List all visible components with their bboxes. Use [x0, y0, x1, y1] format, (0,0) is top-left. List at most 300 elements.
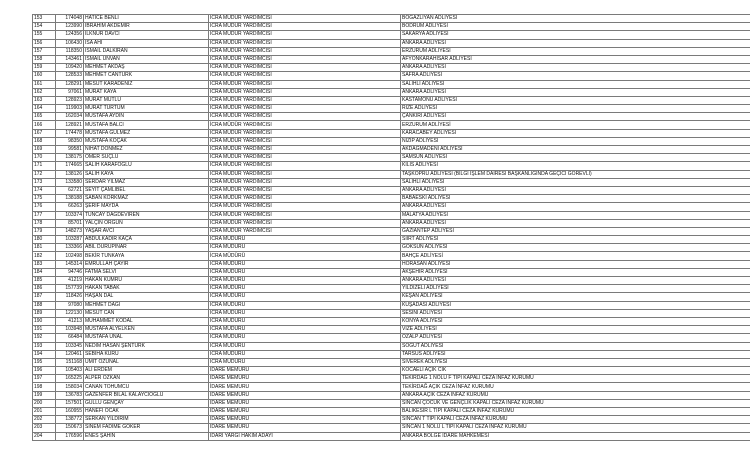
registry-number-cell: 174478: [56, 129, 84, 137]
name-cell: ÜMİT ÖZUNAL: [84, 358, 209, 366]
title-cell: İCRA MÜDÜR YARDIMCISI: [209, 178, 401, 186]
title-cell: İCRA MÜDÜR YARDIMCISI: [209, 227, 401, 235]
name-cell: MUSTAFA GÜLMEZ: [84, 129, 209, 137]
name-cell: BEKİR TUNKAYA: [84, 252, 209, 260]
row-number-cell: 172: [33, 170, 56, 178]
title-cell: İDARE MEMURU: [209, 375, 401, 383]
table-row: [33, 399, 750, 407]
institution-cell: KİLİS ADLİYESİ: [401, 162, 750, 170]
row-number-cell: 177: [33, 211, 56, 219]
title-cell: İDARE MEMURU: [209, 416, 401, 424]
title-cell: İCRA MÜDÜR YARDIMCISI: [209, 121, 401, 129]
row-number-cell: 165: [33, 113, 56, 121]
institution-cell: MALATYA ADLİYESİ: [401, 211, 750, 219]
registry-number-cell: 138175: [56, 154, 84, 162]
registry-number-cell: 97061: [56, 88, 84, 96]
title-cell: İCRA MÜDÜR YARDIMCISI: [209, 39, 401, 47]
title-cell: İCRA MÜDÜRÜ: [209, 277, 401, 285]
institution-cell: ANKARA ADLİYESİ: [401, 219, 750, 227]
registry-number-cell: 174048: [56, 15, 84, 23]
registry-number-cell: 98350: [56, 137, 84, 145]
title-cell: İCRA MÜDÜR YARDIMCISI: [209, 154, 401, 162]
title-cell: İDARE MEMURU: [209, 391, 401, 399]
institution-cell: BOĞAZLIYAN ADLİYESİ: [401, 15, 750, 23]
table-row: [33, 260, 750, 268]
registry-number-cell: 128291: [56, 80, 84, 88]
row-number-cell: 176: [33, 203, 56, 211]
name-cell: ALİ ERDEM: [84, 367, 209, 375]
registry-number-cell: 174665: [56, 162, 84, 170]
registry-number-cell: 99581: [56, 146, 84, 154]
registry-number-cell: 62721: [56, 186, 84, 194]
row-number-cell: 194: [33, 350, 56, 358]
row-number-cell: 180: [33, 236, 56, 244]
registry-number-cell: 157501: [56, 399, 84, 407]
name-cell: SERDAR YILMAZ: [84, 178, 209, 186]
registry-number-cell: 103948: [56, 326, 84, 334]
institution-cell: SOĞUT ADLİYESİ: [401, 342, 750, 350]
table-row: [33, 178, 750, 186]
registry-number-cell: 157739: [56, 285, 84, 293]
table-row: [33, 309, 750, 317]
name-cell: ALPER ÖZKAN: [84, 375, 209, 383]
registry-number-cell: 102498: [56, 252, 84, 260]
title-cell: İCRA MÜDÜR YARDIMCISI: [209, 23, 401, 31]
registry-number-cell: 143461: [56, 55, 84, 63]
name-cell: HAŞAN DAL: [84, 293, 209, 301]
registry-number-cell: 162034: [56, 113, 84, 121]
registry-number-cell: 103345: [56, 342, 84, 350]
registry-number-cell: 124356: [56, 31, 84, 39]
row-number-cell: 178: [33, 219, 56, 227]
name-cell: MEHMET AKDAŞ: [84, 64, 209, 72]
name-cell: SİNEM FADİME GÖKER: [84, 424, 209, 432]
registry-number-cell: 118350: [56, 47, 84, 55]
institution-cell: BALIKESİR L TİPİ KAPALI CEZA İNFAZ KURUMU: [401, 408, 750, 416]
title-cell: İCRA MÜDÜR YARDIMCISI: [209, 146, 401, 154]
name-cell: ABİL DURUPINAR: [84, 244, 209, 252]
title-cell: İCRA MÜDÜR YARDIMCISI: [209, 31, 401, 39]
title-cell: İCRA MÜDÜR YARDIMCISI: [209, 72, 401, 80]
title-cell: İCRA MÜDÜR YARDIMCISI: [209, 162, 401, 170]
registry-number-cell: 138188: [56, 195, 84, 203]
row-number-cell: 189: [33, 309, 56, 317]
table-row: [33, 64, 750, 72]
institution-cell: ANKARA ADLİYESİ: [401, 186, 750, 194]
title-cell: İCRA MÜDÜR YARDIMCISI: [209, 219, 401, 227]
table-body: [33, 15, 750, 441]
row-number-cell: 191: [33, 326, 56, 334]
institution-cell: ÇANKIRI ADLİYESİ: [401, 113, 750, 121]
institution-cell: SİİRT ADLİYESİ: [401, 236, 750, 244]
name-cell: SABAN KORKMAZ: [84, 195, 209, 203]
institution-cell: SALİHLİ ADLİYESİ: [401, 80, 750, 88]
title-cell: İDARE MEMURU: [209, 424, 401, 432]
table-row: [33, 96, 750, 104]
name-cell: MURAT KAYA: [84, 88, 209, 96]
row-number-cell: 157: [33, 47, 56, 55]
row-number-cell: 166: [33, 121, 56, 129]
table-row: [33, 342, 750, 350]
row-number-cell: 193: [33, 342, 56, 350]
name-cell: GAZENFER BİLAL KALAYCIOĞLU: [84, 391, 209, 399]
name-cell: GÜLLÜ GENÇAY: [84, 399, 209, 407]
institution-cell: SAMSUN ADLİYESİ: [401, 154, 750, 162]
row-number-cell: 188: [33, 301, 56, 309]
registry-number-cell: 103287: [56, 236, 84, 244]
name-cell: MURAT MUTLU: [84, 96, 209, 104]
table-row: [33, 375, 750, 383]
table-row: [33, 121, 750, 129]
institution-cell: GÖKSUN ADLİYESİ: [401, 244, 750, 252]
institution-cell: NİZİP ADLİYESİ: [401, 137, 750, 145]
name-cell: MEHMET CANTÜRK: [84, 72, 209, 80]
table-row: [33, 408, 750, 416]
title-cell: İCRA MÜDÜRÜ: [209, 326, 401, 334]
row-number-cell: 203: [33, 424, 56, 432]
row-number-cell: 171: [33, 162, 56, 170]
title-cell: İCRA MÜDÜRÜ: [209, 350, 401, 358]
table-row: [33, 186, 750, 194]
registry-number-cell: 128533: [56, 72, 84, 80]
name-cell: HATİCE BENLİ: [84, 15, 209, 23]
name-cell: CANAN TOHUMCU: [84, 383, 209, 391]
name-cell: ŞERİF MAYDA: [84, 203, 209, 211]
name-cell: İLKNUR DAVCI: [84, 31, 209, 39]
table-row: [33, 72, 750, 80]
institution-cell: KUŞADASI ADLİYESİ: [401, 301, 750, 309]
name-cell: İSMAİL UNVAN: [84, 55, 209, 63]
row-number-cell: 154: [33, 23, 56, 31]
title-cell: İCRA MÜDÜRÜ: [209, 358, 401, 366]
row-number-cell: 195: [33, 358, 56, 366]
table-row: [33, 301, 750, 309]
row-number-cell: 167: [33, 129, 56, 137]
name-cell: HAKAN TABAK: [84, 285, 209, 293]
institution-cell: ANKARA ADLİYESİ: [401, 88, 750, 96]
registry-number-cell: 133580: [56, 178, 84, 186]
institution-cell: ANKARA ADLİYESİ: [401, 39, 750, 47]
table-row: [33, 317, 750, 325]
registry-number-cell: 148273: [56, 227, 84, 235]
row-number-cell: 200: [33, 399, 56, 407]
table-row: [33, 31, 750, 39]
registry-number-cell: 118426: [56, 293, 84, 301]
title-cell: İDARE MEMURU: [209, 367, 401, 375]
institution-cell: ANKARA ADLİYESİ: [401, 203, 750, 211]
institution-cell: SESİNİ ADLİYESİ: [401, 309, 750, 317]
row-number-cell: 161: [33, 80, 56, 88]
institution-cell: SAFRA ADLİYESİ: [401, 72, 750, 80]
registry-number-cell: 151168: [56, 358, 84, 366]
table-row: [33, 268, 750, 276]
table-row: [33, 15, 750, 23]
institution-cell: TAŞKÖPRÜ ADLİYESİ (BİLGİ İŞLEM DAİRESİ BAŞKANLIĞINDA GEÇİCİ GÖREVLİ): [401, 170, 750, 178]
title-cell: İCRA MÜDÜRÜ: [209, 244, 401, 252]
title-cell: İCRA MÜDÜR YARDIMCISI: [209, 96, 401, 104]
table-row: [33, 227, 750, 235]
institution-cell: KASTAMONU ADLİYESİ: [401, 96, 750, 104]
table-row: [33, 424, 750, 432]
table-row: [33, 39, 750, 47]
row-number-cell: 153: [33, 15, 56, 23]
registry-number-cell: 123990: [56, 23, 84, 31]
registry-number-cell: 138772: [56, 416, 84, 424]
row-number-cell: 185: [33, 277, 56, 285]
registry-number-cell: 97080: [56, 301, 84, 309]
registry-number-cell: 128923: [56, 96, 84, 104]
table-row: [33, 170, 750, 178]
table-row: [33, 129, 750, 137]
name-cell: İSMAİL DALKIRAN: [84, 47, 209, 55]
institution-cell: ANKARA ADLİYESİ: [401, 64, 750, 72]
name-cell: MEHMET DAĞI: [84, 301, 209, 309]
table-row: [33, 203, 750, 211]
row-number-cell: 201: [33, 408, 56, 416]
institution-cell: SİNCAN T TİPİ KAPALI CEZA İNFAZ KURUMU: [401, 416, 750, 424]
title-cell: İCRA MÜDÜR YARDIMCISI: [209, 64, 401, 72]
name-cell: MESUT KARADENİZ: [84, 80, 209, 88]
table-row: [33, 219, 750, 227]
name-cell: ENES ŞAHİN: [84, 432, 209, 440]
name-cell: SEYİT ÇAMLIBEL: [84, 186, 209, 194]
title-cell: İDARİ YARGI HAKİM ADAYI: [209, 432, 401, 440]
name-cell: SEBİHA KURU: [84, 350, 209, 358]
table-row: [33, 113, 750, 121]
row-number-cell: 196: [33, 367, 56, 375]
registry-number-cell: 109420: [56, 64, 84, 72]
row-number-cell: 199: [33, 391, 56, 399]
institution-cell: ANKARA BÖLGE İDARE MAHKEMESİ: [401, 432, 750, 440]
institution-cell: AKŞEHİR ADLİYESİ: [401, 268, 750, 276]
row-number-cell: 182: [33, 252, 56, 260]
name-cell: MUHAMMET KODAL: [84, 317, 209, 325]
table-row: [33, 277, 750, 285]
title-cell: İCRA MÜDÜRÜ: [209, 317, 401, 325]
institution-cell: ERZURUM ADLİYESİ: [401, 47, 750, 55]
name-cell: EMRULLAH ÇAYIR: [84, 260, 209, 268]
registry-number-cell: 133366: [56, 244, 84, 252]
table-row: [33, 416, 750, 424]
name-cell: MUSTAFA BALCI: [84, 121, 209, 129]
name-cell: MUSTAFA KOÇAK: [84, 137, 209, 145]
name-cell: HAKAN KUMRU: [84, 277, 209, 285]
table-row: [33, 383, 750, 391]
row-number-cell: 169: [33, 146, 56, 154]
title-cell: İCRA MÜDÜR YARDIMCISI: [209, 55, 401, 63]
registry-number-cell: 160955: [56, 408, 84, 416]
title-cell: İDARE MEMURU: [209, 408, 401, 416]
table-row: [33, 137, 750, 145]
title-cell: İCRA MÜDÜRÜ: [209, 236, 401, 244]
institution-cell: KEŞAN ADLİYESİ: [401, 293, 750, 301]
registry-number-cell: 41219: [56, 277, 84, 285]
name-cell: NİHAT DÖNMEZ: [84, 146, 209, 154]
name-cell: NEDİM HASAN ŞENTÜRK: [84, 342, 209, 350]
table-row: [33, 23, 750, 31]
institution-cell: ANKARA ADLİYESİ: [401, 277, 750, 285]
row-number-cell: 175: [33, 195, 56, 203]
title-cell: İCRA MÜDÜR YARDIMCISI: [209, 195, 401, 203]
row-number-cell: 192: [33, 334, 56, 342]
institution-cell: KOCAELİ AÇIK CİK: [401, 367, 750, 375]
row-number-cell: 168: [33, 137, 56, 145]
title-cell: İCRA MÜDÜR YARDIMCISI: [209, 186, 401, 194]
table-row: [33, 432, 750, 440]
name-cell: SERKAN YILDIRIM: [84, 416, 209, 424]
table-row: [33, 211, 750, 219]
name-cell: SALİH KARAFOĞLU: [84, 162, 209, 170]
title-cell: İCRA MÜDÜR YARDIMCISI: [209, 80, 401, 88]
row-number-cell: 179: [33, 227, 56, 235]
title-cell: İCRA MÜDÜRÜ: [209, 342, 401, 350]
table-row: [33, 80, 750, 88]
name-cell: İBRAHİM AKDEMİR: [84, 23, 209, 31]
institution-cell: GAZİANTEP ADLİYESİ: [401, 227, 750, 235]
name-cell: İSA AHİ: [84, 39, 209, 47]
institution-cell: BABAESKİ ADLİYESİ: [401, 195, 750, 203]
institution-cell: SİNCAN 1 NOLU L TİPİ KAPALI CEZA İNFAZ KURUMU: [401, 424, 750, 432]
row-number-cell: 204: [33, 432, 56, 440]
registry-number-cell: 145314: [56, 260, 84, 268]
name-cell: TUNCAY DAĞDEVİREN: [84, 211, 209, 219]
registry-number-cell: 103374: [56, 211, 84, 219]
title-cell: İDARE MEMURU: [209, 383, 401, 391]
institution-cell: AKDAĞMADENİ ADLİYESİ: [401, 146, 750, 154]
institution-cell: SAKARYA ADLİYESİ: [401, 31, 750, 39]
name-cell: SALİH KAYA: [84, 170, 209, 178]
title-cell: İCRA MÜDÜRÜ: [209, 334, 401, 342]
institution-cell: VİZE ADLİYESİ: [401, 326, 750, 334]
table-row: [33, 146, 750, 154]
title-cell: İCRA MÜDÜRÜ: [209, 285, 401, 293]
registry-number-cell: 138126: [56, 170, 84, 178]
title-cell: İCRA MÜDÜR YARDIMCISI: [209, 105, 401, 113]
title-cell: İCRA MÜDÜR YARDIMCISI: [209, 137, 401, 145]
registry-number-cell: 165225: [56, 375, 84, 383]
registry-number-cell: 119903: [56, 105, 84, 113]
name-cell: MUSTAFA AYDIN: [84, 113, 209, 121]
registry-number-cell: 105403: [56, 367, 84, 375]
registry-number-cell: 106430: [56, 39, 84, 47]
registry-number-cell: 66263: [56, 203, 84, 211]
institution-cell: HORASAN ADLİYESİ: [401, 260, 750, 268]
institution-cell: BODRUM ADLİYESİ: [401, 23, 750, 31]
row-number-cell: 163: [33, 96, 56, 104]
institution-cell: SİVEREK ADLİYESİ: [401, 358, 750, 366]
row-number-cell: 186: [33, 285, 56, 293]
table-row: [33, 367, 750, 375]
table-row: [33, 195, 750, 203]
institution-cell: YILDIZELİ ADLİYESİ: [401, 285, 750, 293]
row-number-cell: 158: [33, 55, 56, 63]
table-row: [33, 55, 750, 63]
table-row: [33, 326, 750, 334]
row-number-cell: 183: [33, 260, 56, 268]
institution-cell: BAHÇE ADLİYESİ: [401, 252, 750, 260]
row-number-cell: 164: [33, 105, 56, 113]
institution-cell: TEKİRDAĞ 1 NOLU F TİPİ KAPALI CEZA İNFAZ KURUMU: [401, 375, 750, 383]
title-cell: İCRA MÜDÜR YARDIMCISI: [209, 88, 401, 96]
registry-number-cell: 41213: [56, 317, 84, 325]
row-number-cell: 170: [33, 154, 56, 162]
table-row: [33, 162, 750, 170]
title-cell: İCRA MÜDÜRÜ: [209, 301, 401, 309]
row-number-cell: 198: [33, 383, 56, 391]
row-number-cell: 197: [33, 375, 56, 383]
row-number-cell: 174: [33, 186, 56, 194]
registry-number-cell: 176596: [56, 432, 84, 440]
table-row: [33, 334, 750, 342]
table-row: [33, 244, 750, 252]
institution-cell: SALİHLİ ADLİYESİ: [401, 178, 750, 186]
title-cell: İCRA MÜDÜRÜ: [209, 268, 401, 276]
institution-cell: KARACABEY ADLİYESİ: [401, 129, 750, 137]
table-row: [33, 252, 750, 260]
institution-cell: KONYA ADLİYESİ: [401, 317, 750, 325]
title-cell: İCRA MÜDÜRÜ: [209, 309, 401, 317]
row-number-cell: 202: [33, 416, 56, 424]
table-row: [33, 47, 750, 55]
name-cell: MURAT TÜRTÜM: [84, 105, 209, 113]
institution-cell: TARSUS ADLİYESİ: [401, 350, 750, 358]
institution-cell: TEKİRDAĞ AÇIK CEZA İNFAZ KURUMU: [401, 383, 750, 391]
name-cell: MESUT CAN: [84, 309, 209, 317]
title-cell: İCRA MÜDÜR YARDIMCISI: [209, 170, 401, 178]
name-cell: MUSTAFA ÜNAL: [84, 334, 209, 342]
institution-cell: RİZE ADLİYESİ: [401, 105, 750, 113]
row-number-cell: 173: [33, 178, 56, 186]
institution-cell: AFYONKARAHİSAR ADLİYESİ: [401, 55, 750, 63]
table-row: [33, 358, 750, 366]
name-cell: YAŞAR AVCI: [84, 227, 209, 235]
title-cell: İCRA MÜDÜR YARDIMCISI: [209, 113, 401, 121]
name-cell: HANEFİ OCAK: [84, 408, 209, 416]
institution-cell: ERZURUM ADLİYESİ: [401, 121, 750, 129]
name-cell: MUSTAFA ALYELKEN: [84, 326, 209, 334]
row-number-cell: 159: [33, 64, 56, 72]
table-row: [33, 236, 750, 244]
table-row: [33, 154, 750, 162]
institution-cell: ANKARA AÇIK CEZA İNFAZ KURUMU: [401, 391, 750, 399]
table-row: [33, 88, 750, 96]
personnel-table: [32, 14, 750, 441]
registry-number-cell: 158034: [56, 383, 84, 391]
row-number-cell: 160: [33, 72, 56, 80]
name-cell: FATMA SELVİ: [84, 268, 209, 276]
registry-number-cell: 85701: [56, 219, 84, 227]
registry-number-cell: 94746: [56, 268, 84, 276]
row-number-cell: 184: [33, 268, 56, 276]
title-cell: İCRA MÜDÜR YARDIMCISI: [209, 203, 401, 211]
table-row: [33, 293, 750, 301]
table-row: [33, 350, 750, 358]
name-cell: YALÇIN ORGUN: [84, 219, 209, 227]
name-cell: ABDULKADİR KAÇA: [84, 236, 209, 244]
row-number-cell: 187: [33, 293, 56, 301]
registry-number-cell: 122130: [56, 309, 84, 317]
title-cell: İCRA MÜDÜR YARDIMCISI: [209, 15, 401, 23]
registry-number-cell: 136783: [56, 391, 84, 399]
registry-number-cell: 128921: [56, 121, 84, 129]
row-number-cell: 155: [33, 31, 56, 39]
registry-number-cell: 120461: [56, 350, 84, 358]
title-cell: İCRA MÜDÜRÜ: [209, 252, 401, 260]
title-cell: İCRA MÜDÜR YARDIMCISI: [209, 47, 401, 55]
table-row: [33, 285, 750, 293]
title-cell: İCRA MÜDÜRÜ: [209, 293, 401, 301]
title-cell: İCRA MÜDÜR YARDIMCISI: [209, 211, 401, 219]
